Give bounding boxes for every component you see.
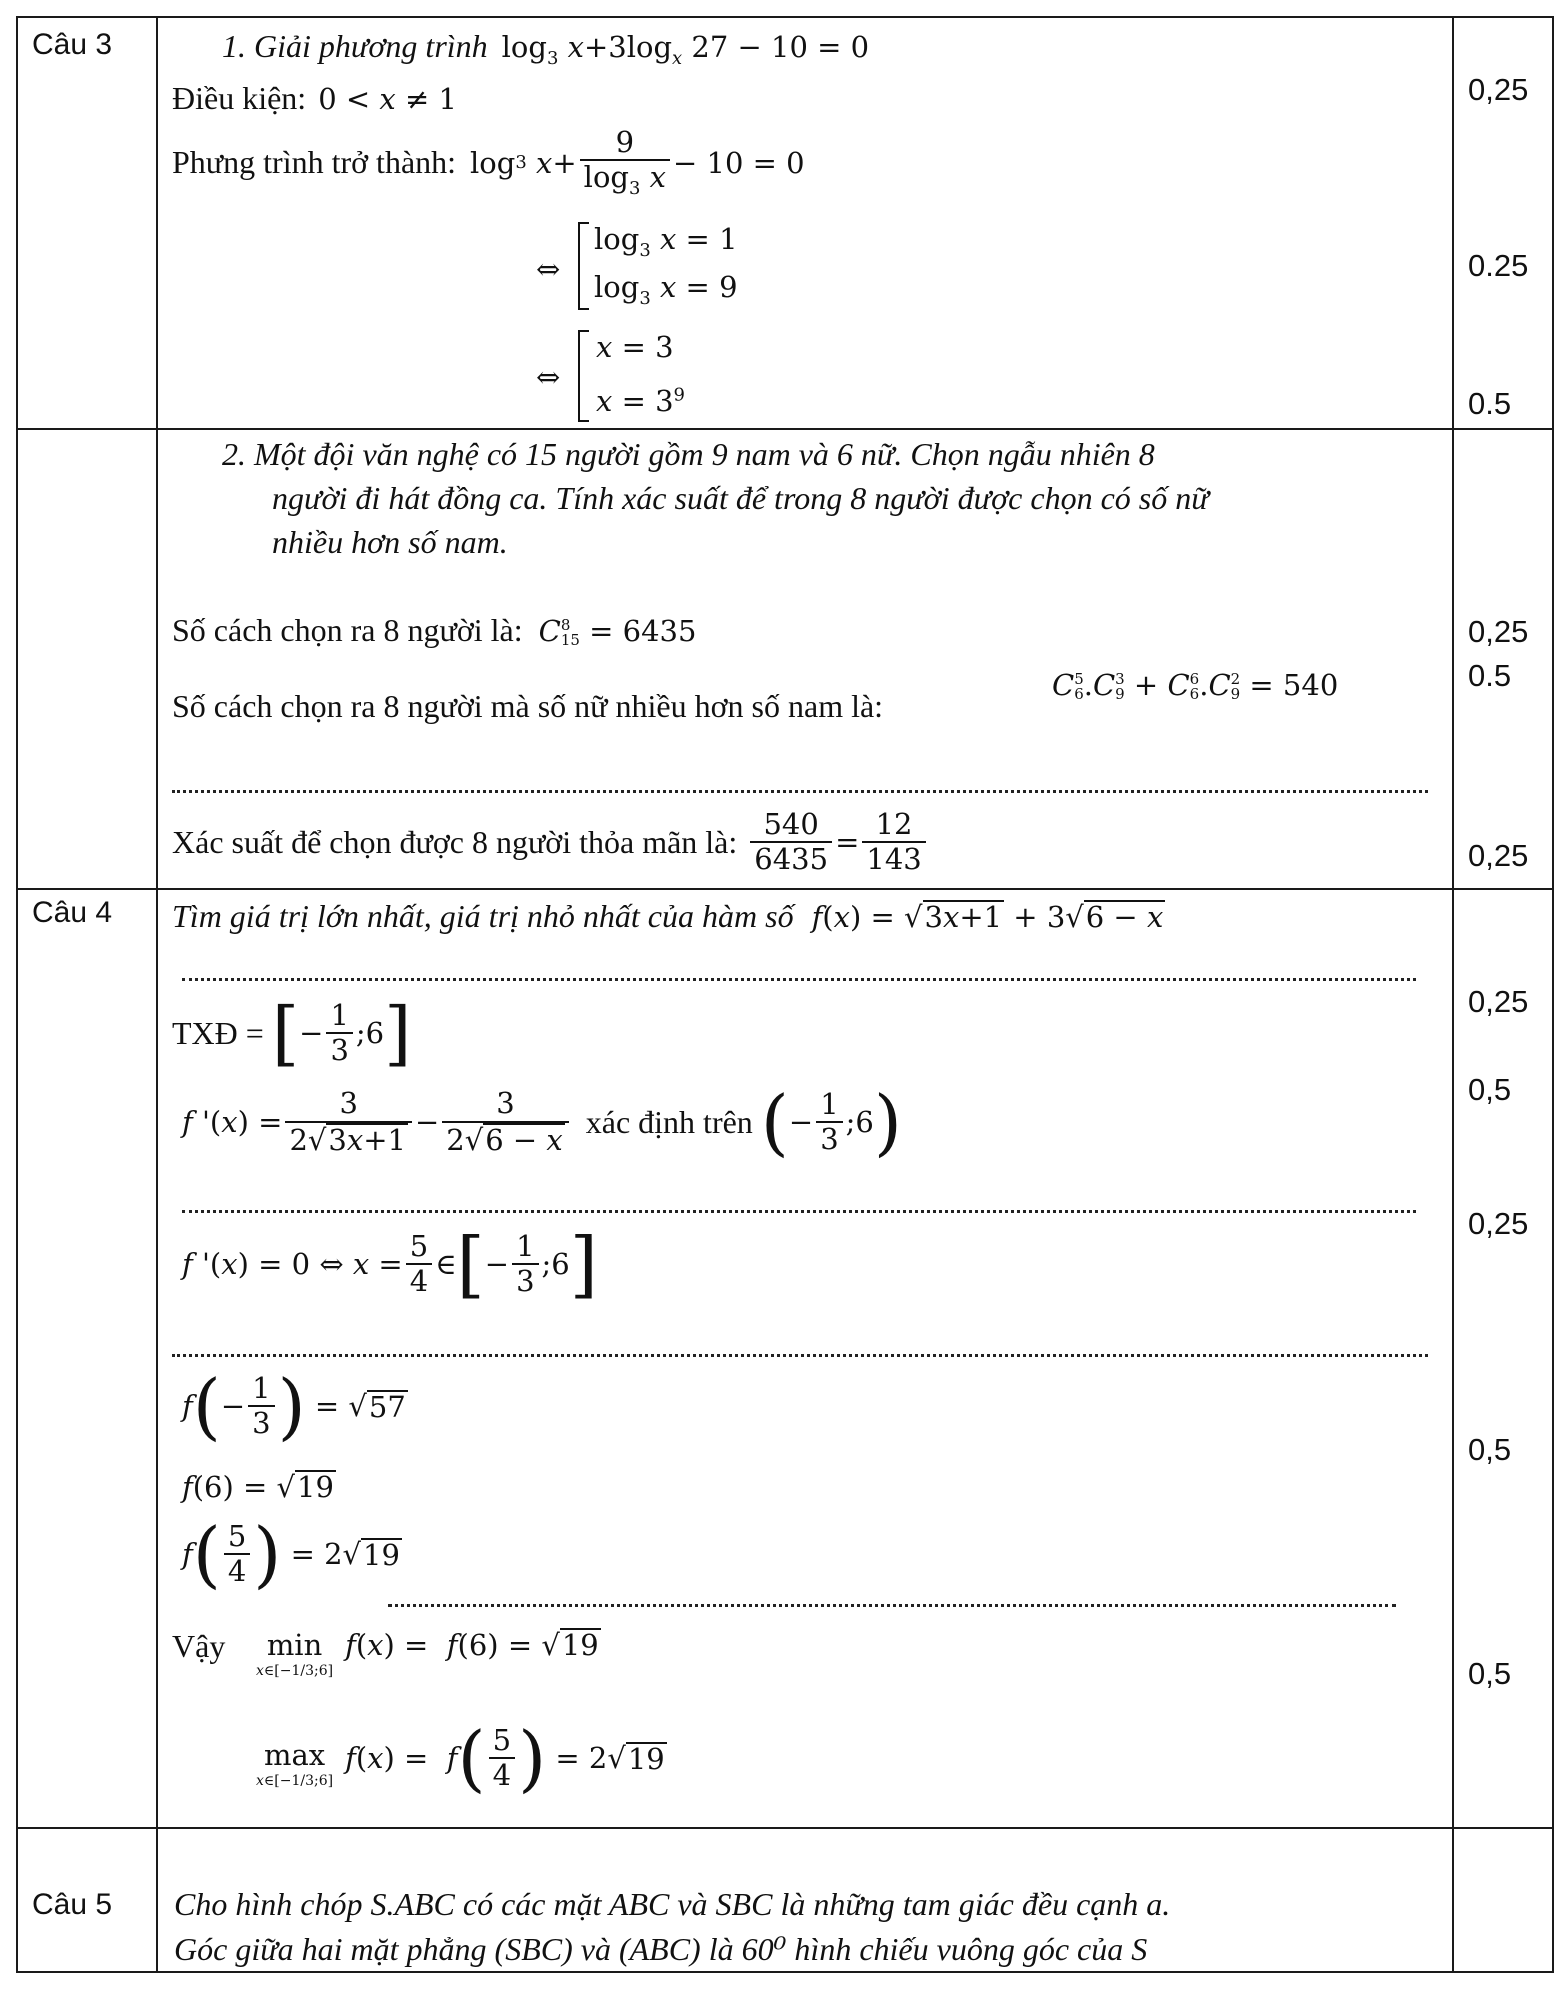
table-row-divider-1 bbox=[16, 428, 1554, 430]
cau3-p2-title-line3: nhiều hơn số nam. bbox=[272, 524, 508, 560]
cau3-score-4: 0,25 bbox=[1468, 614, 1529, 649]
cau3-p2-separator bbox=[172, 790, 1428, 793]
cau3-p1-title-eq: $\log_3 x+3\log_x$ 27 − 10 = 0 bbox=[501, 30, 870, 69]
cau3-p1-sys1-line2: $\log_3 x = 9$ bbox=[594, 270, 738, 309]
cau4-domain-row bbox=[172, 992, 412, 1074]
table-border-right bbox=[1552, 16, 1554, 1973]
cau4-crit-row bbox=[182, 1222, 598, 1306]
cau4-min-math: min x∈[−1/3;6] f(x) = f(6) = √19 bbox=[256, 1628, 599, 1679]
cau3-p1-equiv-2: ⇔ bbox=[536, 360, 561, 394]
cau3-p1-trans-text: Phưng trình trở thành: bbox=[172, 144, 457, 181]
cau4-domain-label: TXĐ = bbox=[172, 1014, 264, 1051]
cau4-conclusion-word: Vậy bbox=[172, 1628, 226, 1664]
cau4-domain-math: [ − $\frac{1}{3}$ ;6 ] bbox=[271, 992, 412, 1074]
cau3-score-2: 0.25 bbox=[1468, 248, 1529, 283]
cau5-line1: Cho hình chóp S.ABC có các mặt ABC và SBC là những tam giác đều cạnh a. bbox=[174, 1886, 1171, 1922]
table-col-divider-2 bbox=[1452, 16, 1454, 1973]
cau3-p1-cond-row bbox=[172, 80, 457, 117]
table-col-divider-1 bbox=[156, 16, 158, 1973]
cau4-crit-math: f '( x ) = 0 ⇔ x = $\frac{5}{4}$ ∈ [ − $\frac{1}{3}$ ;6 ] bbox=[182, 1222, 598, 1306]
cau3-p2-prob-row bbox=[172, 808, 929, 877]
cau4-val2: f(6) = √19 bbox=[182, 1470, 334, 1504]
cau3-p2-prob-math: $\frac{540}{6435}$ = $\frac{12}{143}$ bbox=[747, 808, 928, 877]
cau3-p2-ways-row bbox=[172, 612, 696, 649]
cau4-val3: f ( $\frac{5}{4}$ ) = 2√ 19 bbox=[182, 1512, 400, 1596]
cau3-p1-cond-text: Điều kiện: bbox=[172, 80, 307, 116]
cau3-p2-title-line1: 2. Một đội văn nghệ có 15 người gồm 9 nam và 6 nữ. Chọn ngẫu nhiên 8 bbox=[222, 436, 1155, 472]
cau3-score-5: 0.5 bbox=[1468, 658, 1512, 693]
cau4-min-operator: min x∈[−1/3;6] bbox=[256, 1628, 334, 1679]
cau3-p2-fav-text: Số cách chọn ra 8 người mà số nữ nhiều hơn số nam là: bbox=[172, 688, 884, 724]
cau4-score-5: 0,5 bbox=[1468, 1656, 1512, 1691]
cau3-p1-cond-math: 0 < x ≠ 1 bbox=[318, 82, 457, 116]
cau4-label: Câu 4 bbox=[32, 896, 113, 929]
table-row-divider-2 bbox=[16, 888, 1554, 890]
cau3-score-1: 0,25 bbox=[1468, 72, 1529, 107]
cau3-p1-trans-row bbox=[172, 126, 805, 200]
cau3-p2-prob-text: Xác suất để chọn được 8 người thỏa mãn là: bbox=[172, 823, 738, 860]
table-border-top bbox=[16, 16, 1554, 18]
cau4-deriv-row bbox=[182, 1080, 902, 1164]
cau4-score-1: 0,25 bbox=[1468, 984, 1529, 1019]
cau4-title: Tìm giá trị lớn nhất, giá trị nhỏ nhất của hàm số bbox=[172, 898, 794, 934]
cau3-p2-ways-text: Số cách chọn ra 8 người là: bbox=[172, 612, 523, 648]
cau4-title-math: f(x) = √3x+1 + 3√6 − x bbox=[811, 900, 1164, 934]
cau3-p1-trans-math: log 3 x + $\frac{9}{\log_3 x}$ − 10 = 0 bbox=[470, 125, 805, 200]
cau3-p1-title-row bbox=[222, 28, 869, 69]
cau3-label: Câu 3 bbox=[32, 28, 113, 61]
cau3-p2-ways-math: C 8 15 = 6435 bbox=[538, 614, 697, 649]
cau4-separator-1 bbox=[182, 978, 1416, 981]
cau3-score-6: 0,25 bbox=[1468, 838, 1529, 873]
table-border-bottom bbox=[16, 1971, 1554, 1973]
cau4-title-row bbox=[172, 898, 1165, 935]
cau3-p2-title-line2: người đi hát đồng ca. Tính xác suất để trong 8 người được chọn có số nữ bbox=[272, 480, 1209, 516]
cau4-max-math: max x∈[−1/3;6] f ( x ) = f ( $\frac{5}{4}$ ) = 2√ 19 bbox=[256, 1716, 665, 1800]
cau4-score-3: 0,25 bbox=[1468, 1206, 1529, 1241]
cau4-separator-3 bbox=[172, 1354, 1428, 1357]
cau3-score-3: 0.5 bbox=[1468, 386, 1512, 421]
cau3-p1-sys2-line2: $x = 3^9$ bbox=[596, 384, 685, 418]
cau3-p2-fav-math: C 5 6 .C 3 9 + C 6 6 .C 2 9 = 540 bbox=[1052, 668, 1339, 703]
cau4-score-4: 0,5 bbox=[1468, 1432, 1512, 1467]
cau3-p1-sys2-line1: x = 3 bbox=[596, 330, 674, 364]
cau3-p1-equiv-1: ⇔ bbox=[536, 252, 561, 286]
cau4-val1: f ( − $\frac{1}{3}$ ) = √ 57 bbox=[182, 1364, 406, 1448]
cau5-line2: Góc giữa hai mặt phẳng (SBC) và (ABC) là 60⁰ hình chiếu vuông góc của S bbox=[174, 1931, 1148, 1967]
cau3-p1-bracket-1 bbox=[578, 222, 589, 310]
cau4-max-operator: max x∈[−1/3;6] bbox=[256, 1738, 334, 1790]
cau5-label: Câu 5 bbox=[32, 1888, 113, 1921]
cau3-p1-sys1-line1: $\log_3 x = 1$ bbox=[594, 222, 738, 261]
cau4-separator-2 bbox=[182, 1210, 1416, 1213]
cau4-separator-4 bbox=[388, 1604, 1396, 1607]
cau4-score-2: 0,5 bbox=[1468, 1072, 1512, 1107]
cau3-p1-bracket-2 bbox=[578, 330, 589, 422]
table-border-left bbox=[16, 16, 18, 1973]
cau4-deriv-text: xác định trên bbox=[585, 1103, 753, 1140]
cau4-deriv-math: f '( x ) = $\frac{3}{2√3x+1}$ − $\frac{3}{2√6 - x}$ bbox=[182, 1087, 572, 1157]
cau4-deriv-interval: ( − $\frac{1}{3}$ ;6 ) bbox=[760, 1080, 902, 1164]
table-row-divider-3 bbox=[16, 1827, 1554, 1829]
cau3-p1-title: 1. Giải phương trình bbox=[222, 28, 488, 64]
